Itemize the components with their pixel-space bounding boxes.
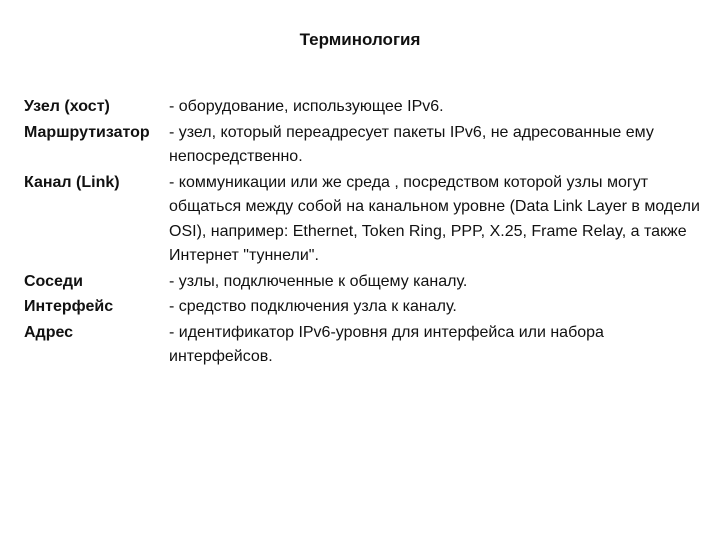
term-label: Соседи — [24, 272, 83, 290]
term-definition: - оборудование, использующее IPv6. — [169, 98, 444, 115]
term-row-link — [24, 171, 704, 269]
term-row-address — [24, 321, 704, 370]
slide-title: Терминология — [299, 30, 421, 49]
term-label: Узел (хост) — [24, 98, 110, 115]
term-definition: - средство подключения узла к каналу. — [169, 298, 457, 315]
term-label: Маршрутизатор — [24, 123, 150, 141]
term-row-neighbors — [24, 270, 704, 295]
term-definition: - коммуникации или же среда , посредством которой узлы могут общаться между собой на канальном уровне (Data Link Layer в модели OSI), например: Ethernet, Token Ring, PPP, X.25, Frame Relay, а также Интернет "туннели". — [169, 173, 700, 264]
term-definition: - узел, который переадресует пакеты IPv6, не адресованные ему непосредственно. — [169, 123, 654, 165]
term-definition: - узлы, подключенные к общему каналу. — [169, 272, 468, 290]
term-label: Канал (Link) — [24, 173, 120, 191]
term-row-interface — [24, 295, 704, 320]
term-label: Интерфейс — [24, 298, 114, 315]
term-row-router — [24, 121, 704, 170]
term-row-host — [24, 95, 704, 120]
terms-list — [24, 95, 704, 371]
term-label: Адрес — [24, 323, 74, 341]
term-definition: - идентификатор IPv6-уровня для интерфейса или набора интерфейсов. — [169, 323, 604, 365]
